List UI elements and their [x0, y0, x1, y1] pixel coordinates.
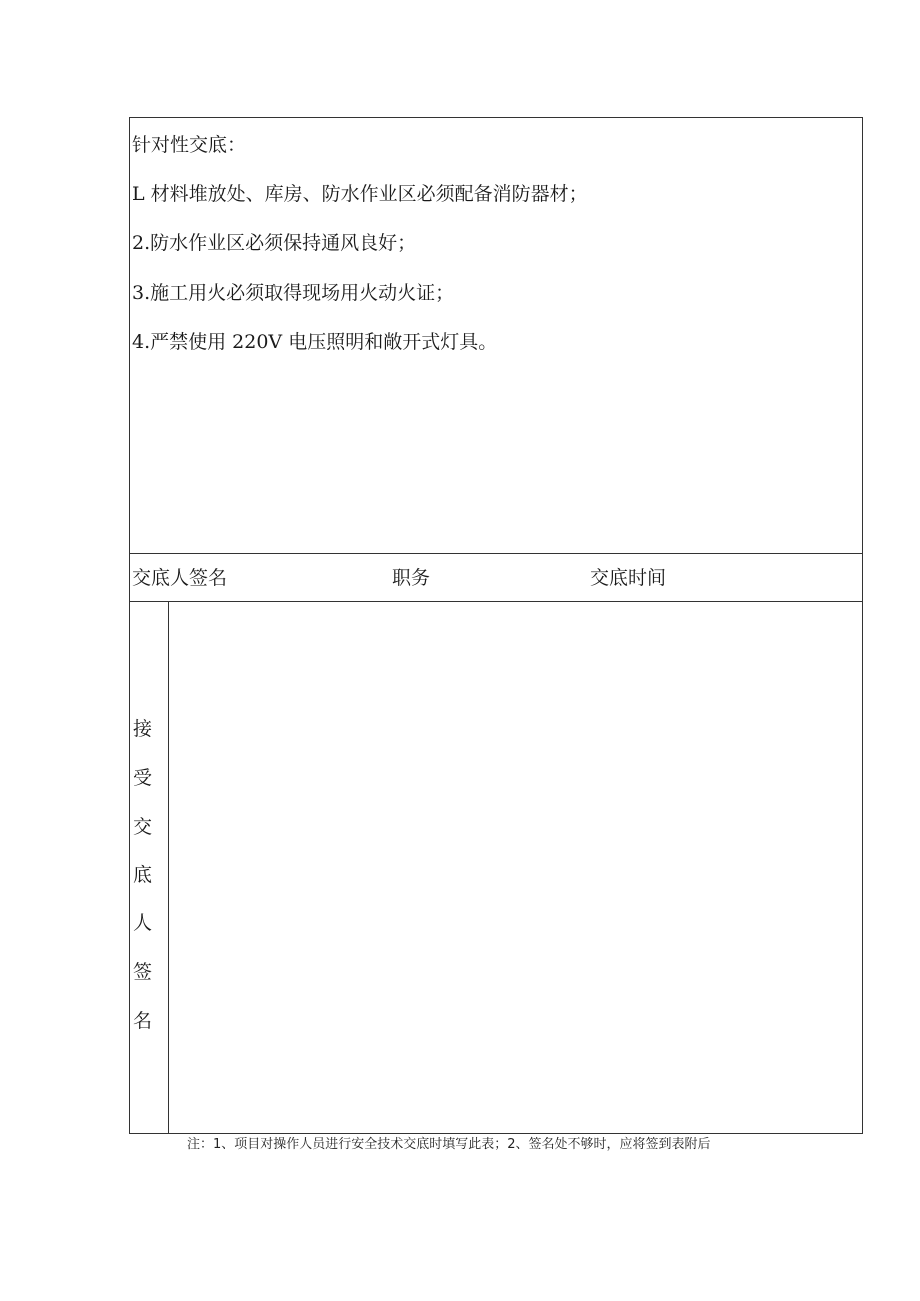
recipient-label-char: 签: [133, 961, 153, 983]
briefing-item-3: 3.施工用火必须取得现场用火动火证；: [132, 282, 455, 304]
recipient-signature-section: [130, 602, 862, 1133]
presenter-signature-row: [130, 554, 862, 602]
briefing-item-1: L 材料堆放处、库房、防水作业区必须配备消防器材；: [132, 183, 588, 205]
recipient-label-char: 人: [133, 912, 153, 934]
briefing-time-label: 交底时间: [590, 567, 667, 589]
presenter-signature-label: 交底人签名: [132, 567, 228, 589]
footnote: 注：1、项目对操作人员进行安全技术交底时填写此表；2、签名处不够时，应将签到表附后: [187, 1137, 711, 1152]
recipient-label-char: 交: [133, 816, 153, 838]
briefing-item-2: 2.防水作业区必须保持通风良好；: [132, 232, 417, 254]
recipient-label-char: 接: [133, 718, 153, 740]
briefing-item-4: 4.严禁使用 220V 电压照明和敞开式灯具。: [132, 331, 498, 353]
briefing-form-table: [129, 117, 863, 1134]
position-label: 职务: [392, 567, 431, 589]
briefing-heading: 针对性交底：: [132, 134, 247, 156]
briefing-content-cell: [130, 118, 862, 554]
recipient-label-char: 底: [133, 864, 153, 886]
recipient-label-char: 名: [133, 1010, 153, 1032]
recipient-signature-label-column: [130, 602, 169, 1133]
recipient-label-char: 受: [133, 767, 153, 789]
recipient-signature-area[interactable]: [169, 602, 862, 1133]
